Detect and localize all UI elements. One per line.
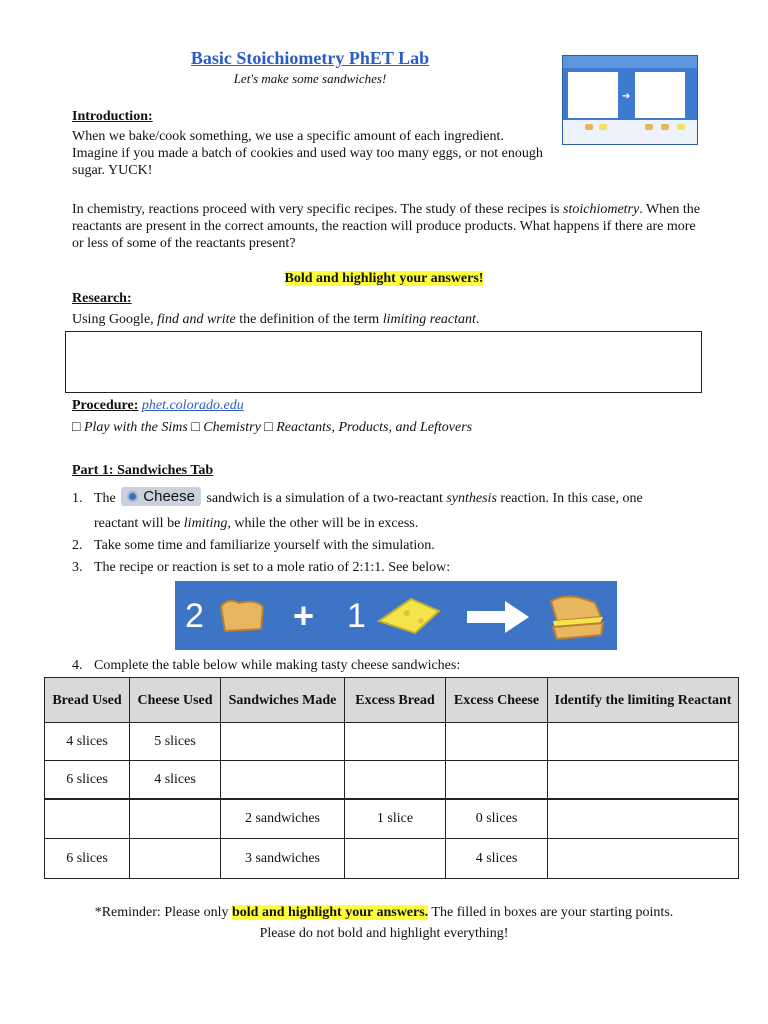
table-cell[interactable]: [548, 723, 739, 761]
table-cell[interactable]: [345, 761, 446, 800]
header-bread-used: Bread Used: [45, 678, 130, 723]
reminder-highlight: bold and highlight your answers.: [231, 905, 429, 920]
table-cell[interactable]: [446, 723, 548, 761]
table-cell[interactable]: [548, 799, 739, 839]
table-cell[interactable]: 0 slices: [446, 799, 548, 839]
header-excess-bread: Excess Bread: [345, 678, 446, 723]
table-cell[interactable]: [221, 723, 345, 761]
table-cell[interactable]: [221, 761, 345, 800]
table-header-row: [45, 678, 739, 723]
step-1-cont: reactant will be limiting, while the other will be in excess.: [94, 516, 419, 531]
procedure-heading: Procedure:: [72, 398, 139, 413]
table-cell[interactable]: 3 sandwiches: [221, 839, 345, 879]
procedure-line: [72, 397, 702, 414]
bread-count: 2: [185, 597, 204, 635]
research-text: Using Google, find and write the definition of the term limiting reactant.: [72, 312, 480, 327]
bread-icon: [221, 601, 263, 631]
header-cheese-used: Cheese Used: [130, 678, 221, 723]
recipe-equation: [175, 581, 617, 650]
table-cell[interactable]: [548, 761, 739, 800]
table-cell[interactable]: 6 slices: [45, 761, 130, 800]
table-cell[interactable]: 2 sandwiches: [221, 799, 345, 839]
table-cell[interactable]: [548, 839, 739, 879]
plus-sign: +: [293, 595, 315, 636]
step-1: 1. The Cheese sandwich is a simulation of a two-reactant synthesis reaction. In this case, one: [72, 488, 643, 506]
cheese-button[interactable]: Cheese: [121, 487, 201, 506]
table-cell[interactable]: 6 slices: [45, 839, 130, 879]
simulation-thumbnail: [562, 55, 698, 145]
thumbnail-toolbar: [563, 56, 697, 68]
sandwich-icon: [551, 596, 603, 639]
step-3: 3. The recipe or reaction is set to a mole ratio of 2:1:1. See below:: [72, 560, 451, 575]
arrow-icon: [467, 601, 529, 633]
table-cell[interactable]: [45, 799, 130, 839]
table-cell[interactable]: 5 slices: [130, 723, 221, 761]
cheese-icon: [379, 599, 439, 633]
header-excess-cheese: Excess Cheese: [446, 678, 548, 723]
table-cell[interactable]: [130, 839, 221, 879]
table-cell[interactable]: 4 slices: [45, 723, 130, 761]
cheese-count: 1: [347, 597, 366, 635]
header-limiting-reactant: Identify the limiting Reactant: [548, 678, 739, 723]
step-2: 2. Take some time and familiarize yourself with the simulation.: [72, 538, 435, 553]
part1-heading: Part 1: Sandwiches Tab: [72, 463, 214, 478]
table-cell[interactable]: 4 slices: [130, 761, 221, 800]
table-cell[interactable]: [345, 839, 446, 879]
intro-heading: Introduction:: [72, 109, 153, 124]
step-4: 4. Complete the table below while making tasty cheese sandwiches:: [72, 658, 461, 673]
table-row: [45, 839, 739, 879]
page-subtitle: Let's make some sandwiches!: [233, 71, 387, 86]
table-cell[interactable]: [130, 799, 221, 839]
reminder-note: [0, 902, 768, 944]
table-row: [45, 799, 739, 839]
table-cell[interactable]: 1 slice: [345, 799, 446, 839]
header-sandwiches-made: Sandwiches Made: [221, 678, 345, 723]
reminder-line-2: Please do not bold and highlight everything!: [259, 926, 509, 941]
research-heading: Research:: [72, 291, 132, 306]
radio-icon: [127, 491, 138, 502]
table-row: [45, 723, 739, 761]
sandwich-data-table: [44, 677, 739, 879]
procedure-path: □ Play with the Sims □ Chemistry □ Reactants, Products, and Leftovers: [72, 420, 473, 435]
intro-paragraph-2: In chemistry, reactions proceed with very specific recipes. The study of these recipes is stoichiometry. When the reactants are present in the correct amounts, the reaction will produce products. What happens if there are more or less of some of the reactants present?: [72, 202, 700, 251]
phet-link[interactable]: phet.colorado.edu: [141, 398, 244, 413]
thumbnail-arrow-icon: ➜: [622, 91, 631, 102]
notice-highlight: Bold and highlight your answers!: [284, 271, 484, 286]
table-cell[interactable]: [345, 723, 446, 761]
table-cell[interactable]: 4 slices: [446, 839, 548, 879]
reminder-line-1: *Reminder: Please only bold and highlight your answers. The filled in boxes are your starting points.: [94, 905, 674, 920]
page-title: Basic Stoichiometry PhET Lab: [190, 48, 430, 68]
notice-line: [0, 271, 768, 287]
intro-paragraph-1: When we bake/cook something, we use a specific amount of each ingredient. Imagine if you made a batch of cookies and used way too many eggs, or not enough sugar. YUCK!: [72, 129, 543, 178]
table-cell[interactable]: [446, 761, 548, 800]
table-row: [45, 761, 739, 800]
research-answer-box[interactable]: [65, 331, 702, 393]
